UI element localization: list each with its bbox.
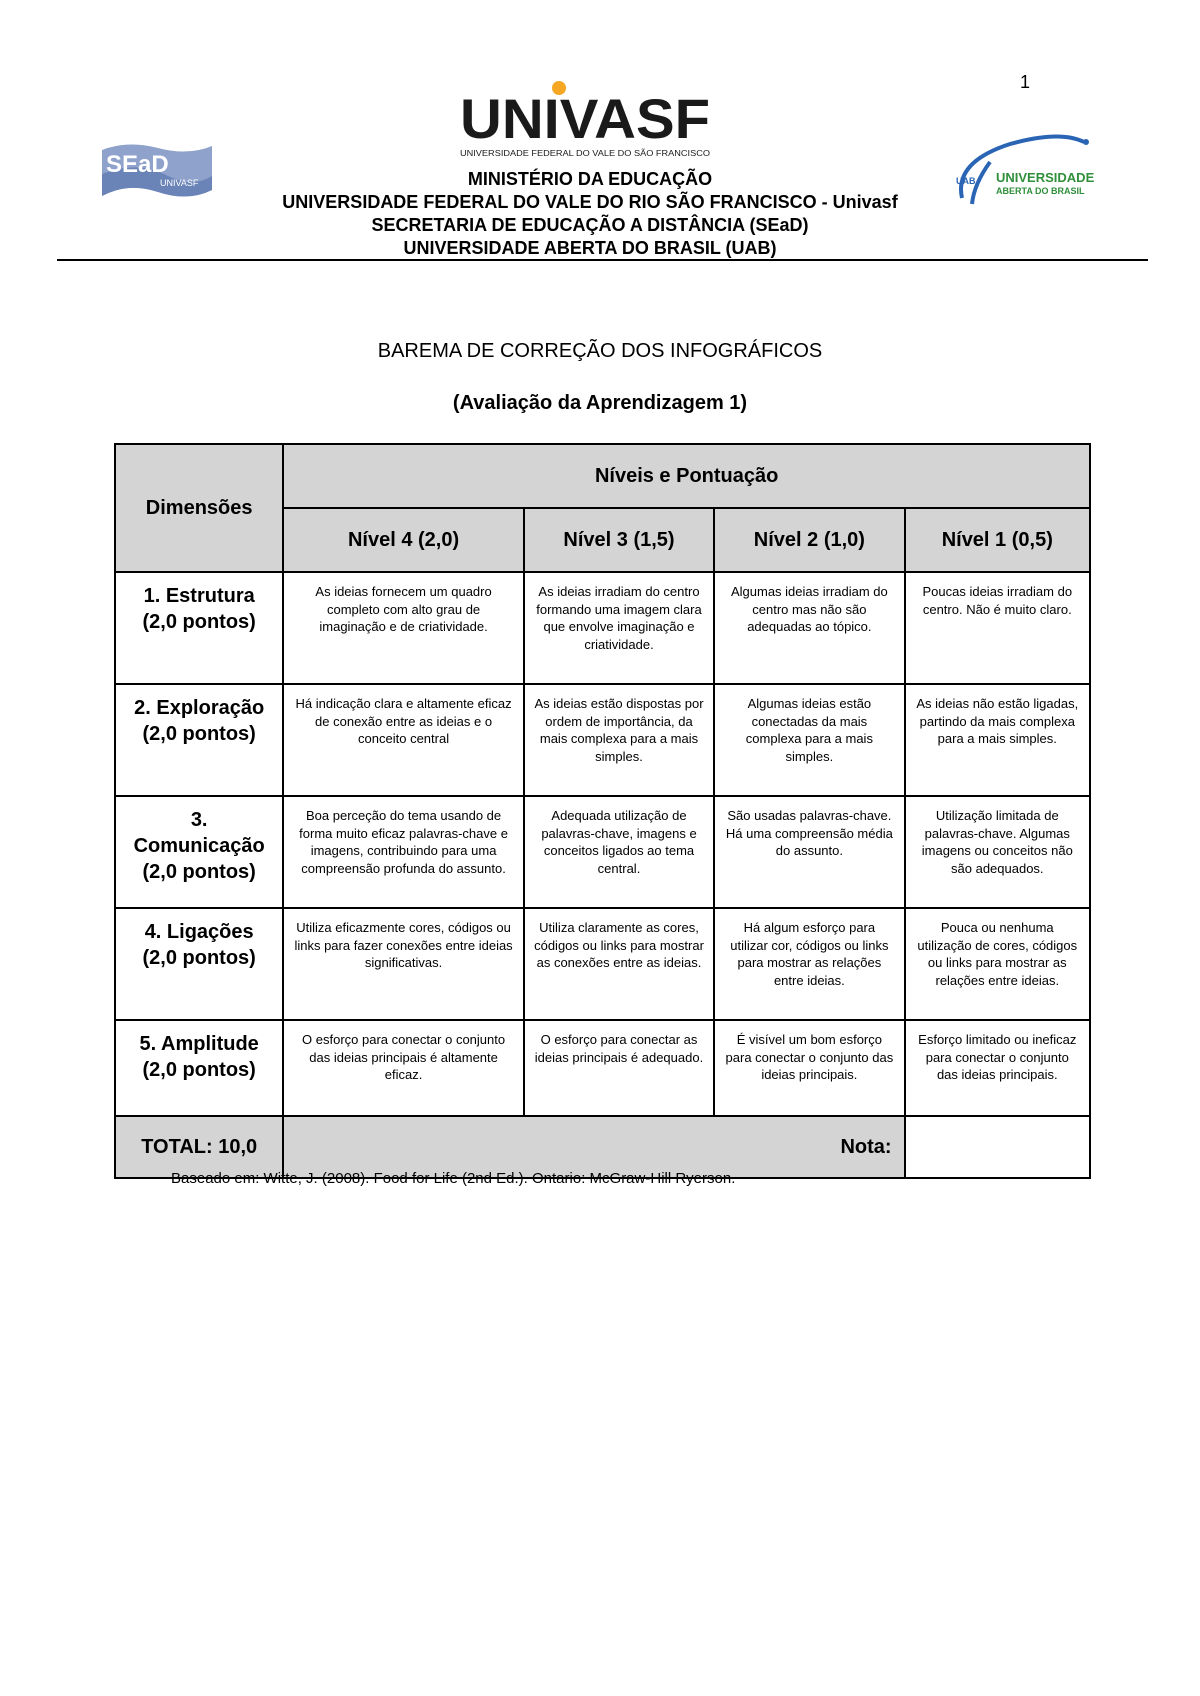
- criteria-cell: Utilização limitada de palavras-chave. Algumas imagens ou conceitos não são adequados.: [905, 796, 1090, 908]
- table-row-exploracao: [115, 684, 1090, 796]
- dimension-points: (2,0 pontos): [142, 947, 256, 969]
- criteria-cell: As ideias não estão ligadas, partindo da mais complexa para a mais simples.: [905, 684, 1090, 796]
- criteria-cell: O esforço para conectar o conjunto das ideias principais é altamente eficaz.: [283, 1020, 523, 1116]
- header-line-university: UNIVERSIDADE FEDERAL DO VALE DO RIO SÃO FRANCISCO - Univasf: [282, 192, 898, 212]
- dimension-cell: [115, 1020, 283, 1116]
- table-total-row: [115, 1116, 1090, 1178]
- univasf-logo-text: UNIVASF: [460, 87, 710, 150]
- dimensions-header: Dimensões: [115, 444, 283, 572]
- dimension-name: 5. Amplitude: [139, 1033, 259, 1055]
- criteria-cell: Boa perceção do tema usando de forma muito eficaz palavras-chave e imagens, contribuindo para uma compreensão profunda do assunto.: [283, 796, 523, 908]
- dimension-cell: [115, 796, 283, 908]
- uab-logo-text-1: UNIVERSIDADE: [996, 170, 1095, 185]
- criteria-cell: É visível um bom esforço para conectar o conjunto das ideias principais.: [714, 1020, 904, 1116]
- dimension-cell: [115, 908, 283, 1020]
- dimension-name: 2. Exploração: [134, 697, 265, 719]
- criteria-cell: O esforço para conectar as ideias principais é adequado.: [524, 1020, 714, 1116]
- criteria-cell: As ideias irradiam do centro formando uma imagem clara que envolve imaginação e criatividade.: [524, 572, 714, 684]
- table-row-comunicacao: [115, 796, 1090, 908]
- dimension-points: (2,0 pontos): [142, 723, 256, 745]
- criteria-cell: Poucas ideias irradiam do centro. Não é muito claro.: [905, 572, 1090, 684]
- criteria-cell: Utiliza eficazmente cores, códigos ou links para fazer conexões entre ideias significativas.: [283, 908, 523, 1020]
- table-row-estrutura: [115, 572, 1090, 684]
- dimension-name: 1. Estrutura: [143, 585, 255, 607]
- criteria-cell: As ideias fornecem um quadro completo com alto grau de imaginação e de criatividade.: [283, 572, 523, 684]
- page-number: 1: [1020, 72, 1031, 92]
- header-line-secretariat: SECRETARIA DE EDUCAÇÃO A DISTÂNCIA (SEaD): [371, 215, 809, 235]
- criteria-cell: Há indicação clara e altamente eficaz de conexão entre as ideias e o conceito central: [283, 684, 523, 796]
- univasf-logo: [455, 78, 715, 160]
- sead-logo: [98, 140, 216, 204]
- nota-label: Nota:: [283, 1116, 904, 1178]
- criteria-cell: São usadas palavras-chave. Há uma compreensão média do assunto.: [714, 796, 904, 908]
- uab-logo-short: UAB: [956, 176, 976, 186]
- total-label: TOTAL: 10,0: [115, 1116, 283, 1178]
- levels-header: Níveis e Pontuação: [283, 444, 1090, 508]
- criteria-cell: Há algum esforço para utilizar cor, códigos ou links para mostrar as relações entre ideias.: [714, 908, 904, 1020]
- criteria-cell: As ideias estão dispostas por ordem de importância, da mais complexa para a mais simples.: [524, 684, 714, 796]
- dimension-name: Comunicação: [133, 835, 265, 857]
- table-row-ligacoes: [115, 908, 1090, 1020]
- criteria-cell: Algumas ideias estão conectadas da mais complexa para a mais simples.: [714, 684, 904, 796]
- univasf-logo-subtext: UNIVERSIDADE FEDERAL DO VALE DO SÃO FRANCISCO: [460, 149, 710, 158]
- level-3-header: Nível 3 (1,5): [524, 508, 714, 572]
- document-subtitle: (Avaliação da Aprendizagem 1): [452, 392, 748, 414]
- level-2-header: Nível 2 (1,0): [714, 508, 904, 572]
- header-line-ministry: MINISTÉRIO DA EDUCAÇÃO: [467, 169, 713, 189]
- criteria-cell: Pouca ou nenhuma utilização de cores, códigos ou links para mostrar as relações entre ideias.: [905, 908, 1090, 1020]
- criteria-cell: Adequada utilização de palavras-chave, imagens e conceitos ligados ao tema central.: [524, 796, 714, 908]
- uab-logo-text-2: ABERTA DO BRASIL: [996, 186, 1085, 196]
- dimension-points: (2,0 pontos): [142, 611, 256, 633]
- sead-logo-subtext: UNIVASF: [160, 178, 199, 188]
- table-row-amplitude: [115, 1020, 1090, 1116]
- dimension-points: (2,0 pontos): [142, 1059, 256, 1081]
- document-title: BAREMA DE CORREÇÃO DOS INFOGRÁFICOS: [377, 340, 823, 362]
- institution-header: [200, 168, 980, 260]
- dimension-points: (2,0 pontos): [142, 861, 256, 883]
- source-footnote: Baseado em: Witte, J. (2008). Food for Life (2nd Ed.). Ontario: McGraw-Hill Ryerson.: [171, 1170, 736, 1187]
- criteria-cell: Algumas ideias irradiam do centro mas não são adequadas ao tópico.: [714, 572, 904, 684]
- criteria-cell: Esforço limitado ou ineficaz para conectar o conjunto das ideias principais.: [905, 1020, 1090, 1116]
- header-divider: [57, 259, 1148, 261]
- table-header-row: [115, 444, 1090, 508]
- header-line-uab: UNIVERSIDADE ABERTA DO BRASIL (UAB): [403, 238, 777, 258]
- nota-field[interactable]: [905, 1116, 1090, 1178]
- criteria-cell: Utiliza claramente as cores, códigos ou links para mostrar as conexões entre as ideias.: [524, 908, 714, 1020]
- dimension-number: 3.: [190, 809, 208, 831]
- dimension-name: 4. Ligações: [144, 921, 254, 943]
- sead-logo-text: SEaD: [106, 151, 169, 178]
- level-4-header: Nível 4 (2,0): [283, 508, 523, 572]
- rubric-table: [114, 443, 1091, 1179]
- dimension-cell: [115, 684, 283, 796]
- dimension-cell: [115, 572, 283, 684]
- level-1-header: Nível 1 (0,5): [905, 508, 1090, 572]
